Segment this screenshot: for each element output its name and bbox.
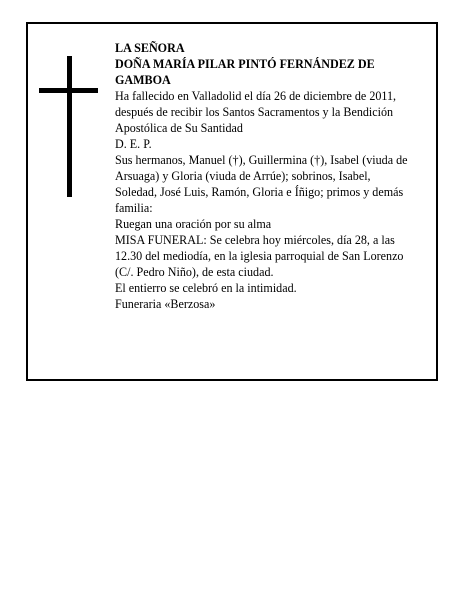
burial-text: El entierro se celebró en la intimidad.: [115, 281, 297, 295]
prayer-request: Ruegan una oración por su alma: [115, 217, 272, 231]
funeral-home: Funeraria «Berzosa»: [115, 297, 216, 311]
notice-heading: LA SEÑORA: [115, 41, 185, 55]
notice-text: [115, 40, 415, 312]
deceased-name: DOÑA MARÍA PILAR PINTÓ FERNÁNDEZ DE GAMBOA: [115, 57, 375, 87]
funeral-mass-text: MISA FUNERAL: Se celebra hoy miércoles, día 28, a las 12.30 del mediodía, en la iglesia parroquial de San Lorenzo (C/. Pedro Niño), de esta ciudad.: [115, 233, 404, 279]
dep-text: D. E. P.: [115, 137, 152, 151]
cross-vertical-bar: [67, 56, 72, 197]
death-statement: Ha fallecido en Valladolid el día 26 de diciembre de 2011, después de recibir los Santos Sacramentos y la Bendición Apostólica de Su Santidad: [115, 89, 397, 135]
obituary-notice: [26, 22, 438, 381]
cross-horizontal-bar: [39, 88, 98, 93]
family-text: Sus hermanos, Manuel (†), Guillermina (†), Isabel (viuda de Arsuaga) y Gloria (viuda de Arrúe); sobrinos, Isabel, Soledad, José Luis, Ramón, Gloria e Íñigo; primos y demás familia:: [115, 153, 408, 215]
